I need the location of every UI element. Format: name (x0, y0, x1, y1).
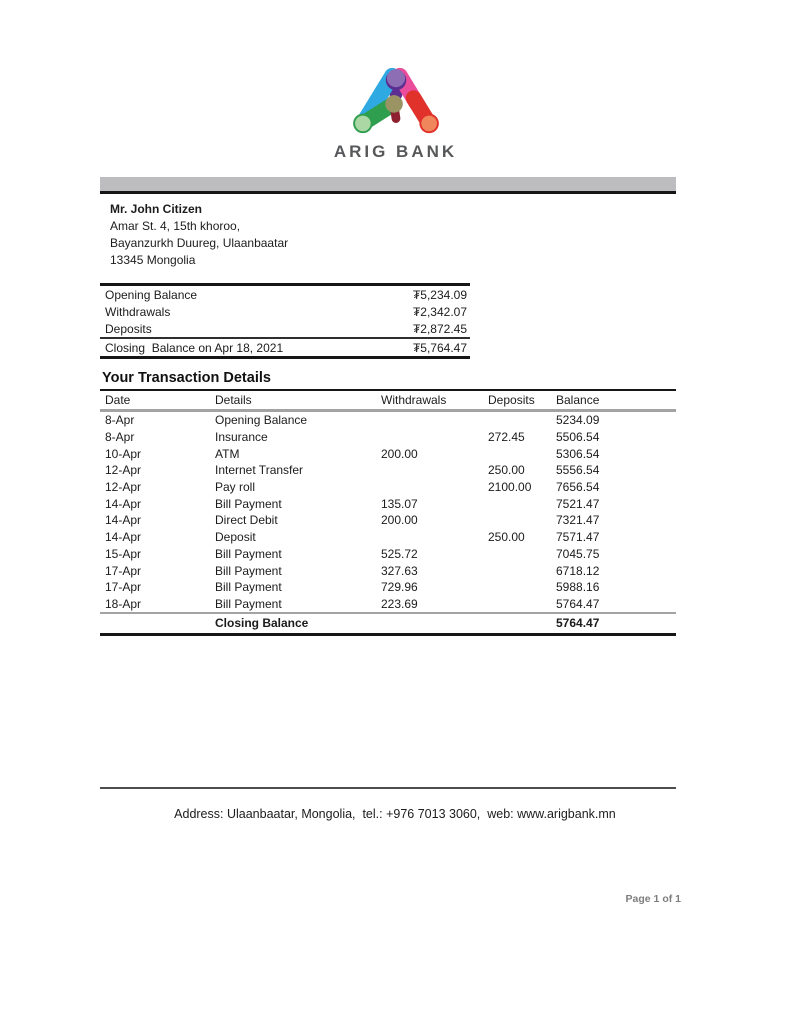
transaction-cell-balance: 6718.12 (556, 563, 600, 578)
transaction-cell-withdrawals (381, 479, 488, 496)
bank-header (0, 64, 791, 162)
transaction-cell-date: 8-Apr (105, 413, 135, 428)
page-number: Page 1 of 1 (625, 893, 681, 905)
summary-row-value: ₮2,342.07 (412, 304, 467, 319)
transaction-cell-details: Insurance (215, 430, 268, 445)
transactions-title: Your Transaction Details (102, 370, 271, 386)
transaction-cell-details: Bill Payment (215, 563, 282, 578)
closing-balance-label: Closing Balance (215, 613, 381, 634)
transaction-cell-deposits: 272.45 (488, 430, 525, 445)
closing-balance-value: 5764.47 (556, 613, 676, 634)
transaction-cell-date: 12-Apr (105, 463, 142, 478)
transaction-row (100, 479, 676, 496)
transaction-cell-date: 17-Apr (105, 563, 142, 578)
transaction-cell-details: Internet Transfer (215, 463, 304, 478)
page-footer (100, 787, 676, 835)
transaction-cell-balance: 7571.47 (556, 530, 600, 545)
transactions-section (100, 389, 676, 636)
transaction-cell-withdrawals (381, 529, 488, 546)
summary-closing-value: ₮5,764.47 (377, 338, 470, 358)
transaction-cell-withdrawals: 525.72 (381, 546, 418, 561)
transaction-cell-balance: 5234.09 (556, 413, 600, 428)
header-divider-bar (100, 177, 676, 194)
transactions-column-header: Balance (556, 390, 676, 411)
transaction-row (100, 546, 676, 563)
transaction-cell-withdrawals: 200.00 (381, 446, 418, 461)
transaction-cell-withdrawals (381, 429, 488, 446)
transaction-cell-balance: 5306.54 (556, 446, 600, 461)
transaction-cell-details: Bill Payment (215, 580, 282, 595)
transaction-cell-deposits (488, 579, 556, 596)
summary-row (100, 285, 470, 304)
transaction-cell-deposits (488, 445, 556, 462)
transaction-cell-withdrawals: 223.69 (381, 596, 418, 611)
transaction-cell-withdrawals: 200.00 (381, 513, 418, 528)
transaction-cell-details: ATM (215, 446, 240, 461)
arig-bank-logo-icon (347, 64, 445, 140)
transaction-row (100, 429, 676, 446)
footer-contact-text: Address: Ulaanbaatar, Mongolia, tel.: +976 7013 3060, web: www.arigbank.mn (174, 807, 616, 821)
transaction-cell-date: 12-Apr (105, 480, 142, 495)
transaction-cell-balance: 7521.47 (556, 496, 600, 511)
transactions-table (100, 389, 676, 636)
transactions-closing-row (100, 613, 676, 634)
balance-summary (100, 283, 470, 359)
transaction-cell-date: 10-Apr (105, 446, 142, 461)
transaction-cell-withdrawals: 327.63 (381, 563, 418, 578)
summary-row (100, 320, 470, 338)
transaction-row (100, 462, 676, 479)
transaction-cell-deposits (488, 596, 556, 614)
transaction-cell-details: Bill Payment (215, 596, 282, 611)
transaction-cell-date: 17-Apr (105, 580, 142, 595)
transaction-cell-withdrawals: 729.96 (381, 580, 418, 595)
customer-name: Mr. John Citizen (110, 202, 203, 216)
transaction-cell-deposits (488, 411, 556, 429)
transaction-cell-details: Bill Payment (215, 496, 282, 511)
transaction-cell-deposits: 250.00 (488, 463, 525, 478)
transaction-cell-deposits (488, 562, 556, 579)
summary-closing-label: Closing Balance on Apr 18, 2021 (100, 338, 377, 358)
customer-address-line: Amar St. 4, 15th khoroo, (110, 219, 241, 233)
transaction-cell-date: 14-Apr (105, 530, 142, 545)
transaction-cell-withdrawals (381, 411, 488, 429)
transaction-cell-balance: 7321.47 (556, 513, 600, 528)
transaction-cell-deposits: 2100.00 (488, 480, 532, 495)
summary-row-label: Withdrawals (105, 304, 171, 319)
transaction-row (100, 411, 676, 429)
transaction-cell-deposits (488, 512, 556, 529)
transaction-cell-details: Direct Debit (215, 513, 278, 528)
transaction-cell-withdrawals (381, 462, 488, 479)
customer-address-line: 13345 Mongolia (110, 253, 196, 267)
transaction-cell-balance: 5988.16 (556, 580, 600, 595)
transaction-row (100, 562, 676, 579)
transaction-cell-withdrawals: 135.07 (381, 496, 418, 511)
summary-row (100, 303, 470, 320)
transaction-cell-date: 18-Apr (105, 596, 142, 611)
transaction-cell-details: Opening Balance (215, 413, 308, 428)
transaction-row (100, 495, 676, 512)
transaction-cell-date: 14-Apr (105, 496, 142, 511)
transaction-row (100, 512, 676, 529)
summary-row-label: Opening Balance (105, 287, 198, 302)
transaction-row (100, 579, 676, 596)
transaction-cell-details: Pay roll (215, 480, 256, 495)
transaction-cell-details: Deposit (215, 530, 256, 545)
transaction-row (100, 529, 676, 546)
bank-name: ARIG BANK (333, 142, 458, 161)
transaction-cell-balance: 5764.47 (556, 596, 600, 611)
customer-address-block (110, 201, 288, 269)
transaction-cell-balance: 5506.54 (556, 430, 600, 445)
customer-address-lines (110, 218, 288, 269)
transaction-row (100, 596, 676, 614)
transactions-header-row (100, 390, 676, 411)
transaction-cell-deposits (488, 495, 556, 512)
transactions-column-header: Details (215, 390, 381, 411)
summary-table (100, 283, 470, 359)
transaction-cell-balance: 7656.54 (556, 480, 600, 495)
transaction-cell-deposits (488, 546, 556, 563)
transaction-cell-balance: 7045.75 (556, 546, 600, 561)
summary-row-value: ₮2,872.45 (412, 321, 467, 336)
transaction-cell-date: 14-Apr (105, 513, 142, 528)
transaction-cell-deposits: 250.00 (488, 530, 525, 545)
transaction-cell-date: 15-Apr (105, 546, 142, 561)
transactions-column-header: Date (100, 390, 215, 411)
summary-row-value: ₮5,234.09 (412, 287, 467, 302)
summary-row-label: Deposits (105, 321, 152, 336)
transaction-cell-date: 8-Apr (105, 430, 135, 445)
transactions-column-header: Deposits (488, 390, 556, 411)
transaction-cell-details: Bill Payment (215, 546, 282, 561)
summary-closing-row (100, 338, 470, 358)
transactions-column-header: Withdrawals (381, 390, 488, 411)
transaction-row (100, 445, 676, 462)
customer-address-line: Bayanzurkh Duureg, Ulaanbaatar (110, 236, 289, 250)
transaction-cell-balance: 5556.54 (556, 463, 600, 478)
